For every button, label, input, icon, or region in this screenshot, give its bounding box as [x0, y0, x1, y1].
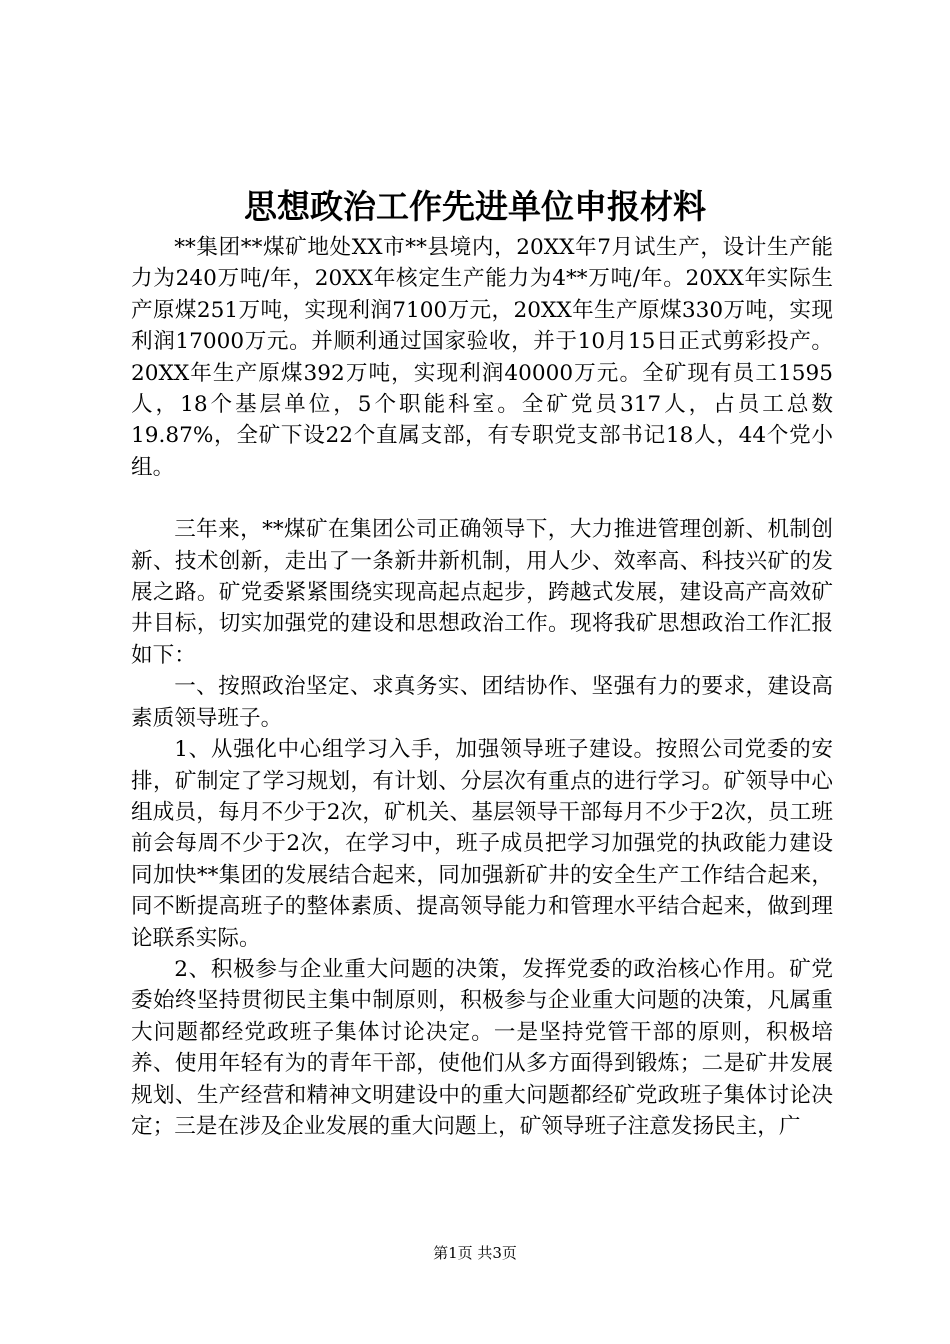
section-heading-one: 一、按照政治坚定、求真务实、团结协作、坚强有力的要求，建设高素质领导班子。 — [131, 674, 833, 731]
document-title: 思想政治工作先进单位申报材料 — [244, 187, 706, 226]
paragraph-item-1: 1、从强化中心组学习入手，加强领导班子建设。按照公司党委的安排，矿制定了学习规划，有计划、分层次有重点的进行学习。矿领导中心组成员，每月不少于2次，矿机关、基层领导干部每月不少于2次，员工班前会每周不少于2次，在学习中，班子成员把学习加强党的执政能力建设同加快**集团的发展结合起来，同加强新矿井的安全生产工作结合起来，同不断提高班子的整体素质、提高领导能力和管理水平结合起来，做到理论联系实际。 — [131, 737, 833, 951]
document-body — [131, 232, 833, 1142]
paragraph-overview: 三年来，**煤矿在集团公司正确领导下，大力推进管理创新、机制创新、技术创新，走出了一条新井新机制，用人少、效率高、科技兴矿的发展之路。矿党委紧紧围绕实现高起点起步，跨越式发展，建设高产高效矿井目标，切实加强党的建设和思想政治工作。现将我矿思想政治工作汇报如下： — [131, 517, 833, 668]
paragraph-intro: **集团**煤矿地处XX市**县境内，20XX年7月试生产，设计生产能力为240万吨/年，20XX年核定生产能力为4**万吨/年。20XX年实际生产原煤251万吨，实现利润7100万元，20XX年生产原煤330万吨，实现利润17000万元。并顺利通过国家验收，并于10月15日正式剪彩投产。20XX年生产原煤392万吨，实现利润40000万元。全矿现有员工1595人，18个基层单位，5个职能科室。全矿党员317人，占员工总数19.87%，全矿下设22个直属支部，有专职党支部书记18人，44个党小组。 — [131, 235, 833, 480]
paragraph-item-2: 2、积极参与企业重大问题的决策，发挥党委的政治核心作用。矿党委始终坚持贯彻民主集中制原则，积极参与企业重大问题的决策，凡属重大问题都经党政班子集体讨论决定。一是坚持党管干部的原则，积极培养、使用年轻有为的青年干部，使他们从多方面得到锻炼；二是矿井发展规划、生产经营和精神文明建设中的重大问题都经矿党政班子集体讨论决定；三是在涉及企业发展的重大问题上，矿领导班子注意发扬民主，广 — [131, 956, 833, 1139]
page-number-footer: 第1页 共3页 — [433, 1244, 517, 1262]
